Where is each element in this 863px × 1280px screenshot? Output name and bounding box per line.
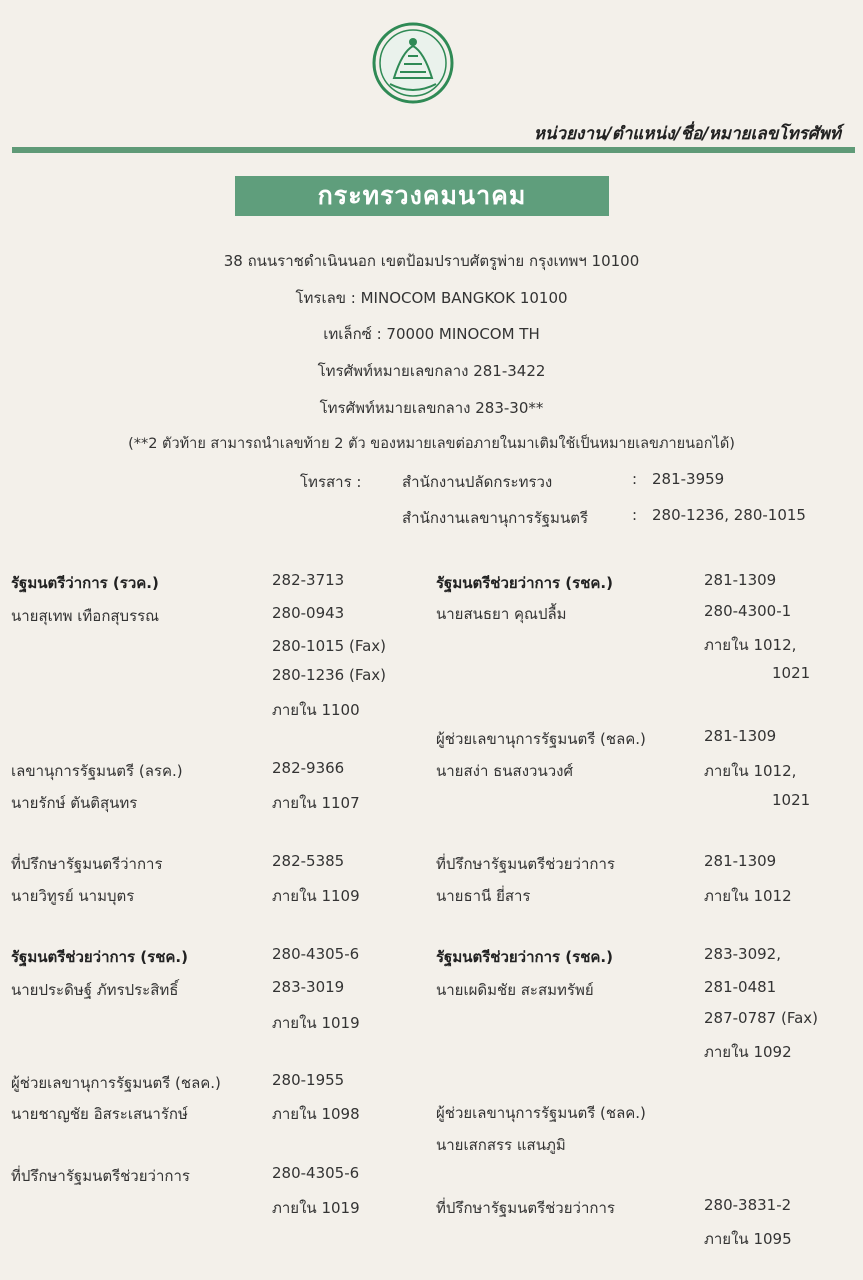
left-entry-3-title: ที่ปรึกษารัฐมนตรีว่าการ bbox=[11, 855, 163, 873]
right-entry-2-ext: ภายใน 1012, bbox=[704, 762, 797, 780]
left-entry-5-phone: 280-1955 bbox=[272, 1071, 345, 1089]
left-entry-4-phone: 280-4305-6 bbox=[272, 945, 360, 963]
right-entry-6-title: ที่ปรึกษารัฐมนตรีช่วยว่าการ bbox=[436, 1199, 615, 1217]
left-entry-2-ext: ภายใน 1107 bbox=[272, 794, 360, 812]
left-entry-4-phone-2: 283-3019 bbox=[272, 978, 345, 996]
right-entry-6-ext: ภายใน 1095 bbox=[704, 1230, 792, 1248]
right-entry-2-name: นายสง่า ธนสงวนวงศ์ bbox=[436, 762, 573, 780]
fax-number-1: 281-3959 bbox=[652, 470, 725, 488]
right-entry-4-ext: ภายใน 1092 bbox=[704, 1043, 792, 1061]
left-entry-6-ext: ภายใน 1019 bbox=[272, 1199, 360, 1217]
left-entry-6-phone: 280-4305-6 bbox=[272, 1164, 360, 1182]
left-entry-3-phone: 282-5385 bbox=[272, 852, 345, 870]
right-entry-1-ext: ภายใน 1012, bbox=[704, 636, 797, 654]
left-entry-1-phone: 282-3713 bbox=[272, 571, 345, 589]
left-entry-1-phone-2: 280-0943 bbox=[272, 604, 345, 622]
ministry-emblem-icon bbox=[372, 22, 454, 104]
fax-office-1: สำนักงานปลัดกระทรวง bbox=[402, 473, 553, 491]
right-entry-1-name: นายสนธยา คุณปลื้ม bbox=[436, 605, 567, 623]
right-entry-6-phone: 280-3831-2 bbox=[704, 1196, 792, 1214]
left-entry-2-phone: 282-9366 bbox=[272, 759, 345, 777]
address-line: 38 ถนนราชดำเนินนอก เขตป้อมปราบศัตรูพ่าย กรุงเทพฯ 10100 bbox=[223, 252, 640, 270]
left-entry-1-name: นายสุเทพ เทือกสุบรรณ bbox=[11, 607, 160, 625]
left-entry-2-name: นายรักษ์ ตันติสุนทร bbox=[11, 794, 138, 812]
right-entry-2-phone: 281-1309 bbox=[704, 727, 777, 745]
right-entry-2-ext-2: 1021 bbox=[772, 791, 811, 809]
telegram-line: โทรเลข : MINOCOM BANGKOK 10100 bbox=[295, 289, 568, 307]
right-entry-3-ext: ภายใน 1012 bbox=[704, 887, 792, 905]
right-entry-4-fax: 287-0787 (Fax) bbox=[704, 1009, 819, 1027]
right-entry-4-phone-2: 281-0481 bbox=[704, 978, 777, 996]
right-entry-3-title: ที่ปรึกษารัฐมนตรีช่วยว่าการ bbox=[436, 855, 615, 873]
left-entry-5-name: นายชาญชัย อิสระเสนารักษ์ bbox=[11, 1105, 188, 1123]
left-entry-5-ext: ภายใน 1098 bbox=[272, 1105, 360, 1123]
extension-note: (**2 ตัวท้าย สามารถนำเลขท้าย 2 ตัว ของหมายเลขต่อภายในมาเติมใช้เป็นหมายเลขภายนอกได้) bbox=[128, 436, 735, 452]
ministry-title bbox=[235, 176, 609, 216]
section-heading: หน่วยงาน/ตำแหน่ง/ชื่อ/หมายเลขโทรศัพท์ bbox=[533, 124, 841, 144]
left-entry-1-title: รัฐมนตรีว่าการ (รวค.) bbox=[11, 574, 159, 592]
right-entry-3-phone: 281-1309 bbox=[704, 852, 777, 870]
left-entry-1-ext: ภายใน 1100 bbox=[272, 701, 360, 719]
ministry-title-text: กระทรวงคมนาคม bbox=[317, 181, 527, 210]
right-entry-3-name: นายธานี ยี่สาร bbox=[436, 887, 531, 905]
fax-label: โทรสาร : bbox=[300, 473, 362, 491]
fax-colon-1: : bbox=[632, 470, 638, 488]
central-phone-1: โทรศัพท์หมายเลขกลาง 281-3422 bbox=[317, 362, 546, 380]
left-entry-1-fax-2: 280-1236 (Fax) bbox=[272, 666, 387, 684]
left-entry-3-name: นายวิทูรย์ นามบุตร bbox=[11, 887, 135, 905]
right-entry-1-phone-2: 280-4300-1 bbox=[704, 602, 792, 620]
left-entry-4-name: นายประดิษฐ์ ภัทรประสิทธิ์ bbox=[11, 981, 179, 999]
left-entry-1-fax-1: 280-1015 (Fax) bbox=[272, 637, 387, 655]
telex-line: เทเล็กซ์ : 70000 MINOCOM TH bbox=[323, 325, 540, 343]
right-entry-1-ext-2: 1021 bbox=[772, 664, 811, 682]
right-entry-4-title: รัฐมนตรีช่วยว่าการ (รชค.) bbox=[436, 948, 613, 966]
fax-office-2: สำนักงานเลขานุการรัฐมนตรี bbox=[402, 509, 588, 527]
central-phone-2: โทรศัพท์หมายเลขกลาง 283-30** bbox=[319, 399, 544, 417]
left-entry-6-title: ที่ปรึกษารัฐมนตรีช่วยว่าการ bbox=[11, 1167, 190, 1185]
right-entry-1-title: รัฐมนตรีช่วยว่าการ (รชค.) bbox=[436, 574, 613, 592]
left-entry-4-ext: ภายใน 1019 bbox=[272, 1014, 360, 1032]
right-entry-4-name: นายเผดิมชัย สะสมทรัพย์ bbox=[436, 981, 594, 999]
header-divider bbox=[12, 147, 855, 153]
right-entry-2-title: ผู้ช่วยเลขานุการรัฐมนตรี (ชลค.) bbox=[436, 730, 646, 748]
left-entry-5-title: ผู้ช่วยเลขานุการรัฐมนตรี (ชลค.) bbox=[11, 1074, 221, 1092]
fax-colon-2: : bbox=[632, 506, 638, 524]
right-entry-1-phone: 281-1309 bbox=[704, 571, 777, 589]
right-entry-5-name: นายเสกสรร แสนภูมิ bbox=[436, 1136, 566, 1154]
fax-number-2: 280-1236, 280-1015 bbox=[652, 506, 806, 524]
left-entry-4-title: รัฐมนตรีช่วยว่าการ (รชค.) bbox=[11, 948, 188, 966]
left-entry-3-ext: ภายใน 1109 bbox=[272, 887, 360, 905]
right-entry-4-phone: 283-3092, bbox=[704, 945, 781, 963]
left-entry-2-title: เลขานุการรัฐมนตรี (ลรค.) bbox=[11, 762, 183, 780]
right-entry-5-title: ผู้ช่วยเลขานุการรัฐมนตรี (ชลค.) bbox=[436, 1104, 646, 1122]
